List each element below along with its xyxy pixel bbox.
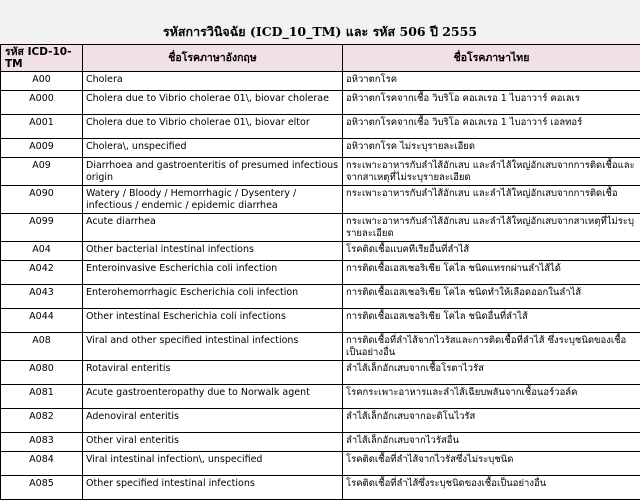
cell-english: Enterohemorrhagic Escherichia coli infection xyxy=(83,285,343,309)
table-row xyxy=(1,433,640,452)
cell-english: Watery / Bloody / Hemorrhagic / Dysentery / infectious / endemic / epidemic diarrhea xyxy=(83,186,343,214)
cell-english: Diarrhoea and gastroenteritis of presumed infectious origin xyxy=(83,158,343,186)
cell-thai: อหิวาตกโรคจากเชื้อ วิบริโอ คอเลเรอ 1 ไบอาวาร์ เอลทอร์ xyxy=(343,115,640,139)
cell-code: A085 xyxy=(1,476,83,500)
table-row xyxy=(1,333,640,361)
table-row xyxy=(1,285,640,309)
cell-code: A090 xyxy=(1,186,83,214)
cell-code: A000 xyxy=(1,91,83,115)
table-row xyxy=(1,242,640,261)
cell-code: A042 xyxy=(1,261,83,285)
table-row xyxy=(1,72,640,91)
cell-code: A082 xyxy=(1,409,83,433)
cell-thai: ลำไส้เล็กอักเสบจากเชื้อโรตาไวรัส xyxy=(343,361,640,385)
cell-thai: อหิวาตกโรคจากเชื้อ วิบริโอ คอเลเรอ 1 ไบอาวาร์ คอเลเร xyxy=(343,91,640,115)
cell-english: Acute gastroenteropathy due to Norwalk agent xyxy=(83,385,343,409)
cell-english: Other specified intestinal infections xyxy=(83,476,343,500)
cell-thai: ลำไส้เล็กอักเสบจากอะดิโนไวรัส xyxy=(343,409,640,433)
table-row xyxy=(1,139,640,158)
cell-code: A044 xyxy=(1,309,83,333)
cell-thai: กระเพาะอาหารกับลำไส้อักเสบ และลำไส้ใหญ่อักเสบจากการติดเชื้อและจากสาเหตุที่ไม่ระบุรายละเอียด xyxy=(343,158,640,186)
cell-english: Cholera\, unspecified xyxy=(83,139,343,158)
cell-thai: การติดเชื้อที่ลำไส้จากไวรัสและการติดเชื้อที่ลำไส้ ซึ่งระบุชนิดของเชื้อเป็นอย่างอื่น xyxy=(343,333,640,361)
table-row xyxy=(1,158,640,186)
cell-english: Adenoviral enteritis xyxy=(83,409,343,433)
cell-code: A09 xyxy=(1,158,83,186)
cell-thai: การติดเชื้อเอสเชอริเชีย โคไล ชนิดแทรกผ่านลำไส้ได้ xyxy=(343,261,640,285)
cell-thai: กระเพาะอาหารกับลำไส้อักเสบ และลำไส้ใหญ่อักเสบจากสาเหตุที่ไม่ระบุรายละเอียด xyxy=(343,214,640,242)
table-row xyxy=(1,91,640,115)
cell-code: A04 xyxy=(1,242,83,261)
cell-code: A043 xyxy=(1,285,83,309)
table-row xyxy=(1,261,640,285)
header-english-name: ชื่อโรคภาษาอังกฤษ xyxy=(83,45,343,72)
document-title: รหัสการวินิจฉัย (ICD_10_TM) และ รหัส 506 ปี 2555 xyxy=(0,22,640,42)
icd-table xyxy=(0,44,640,500)
cell-thai: การติดเชื้อเอสเชอริเชีย โคไล ชนิดอื่นที่ลำไส้ xyxy=(343,309,640,333)
cell-code: A083 xyxy=(1,433,83,452)
cell-english: Other bacterial intestinal infections xyxy=(83,242,343,261)
cell-thai: อหิวาตกโรค ไม่ระบุรายละเอียด xyxy=(343,139,640,158)
cell-english: Cholera due to Vibrio cholerae 01\, biovar cholerae xyxy=(83,91,343,115)
cell-thai: โรคติดเชื้อที่ลำไส้จากไวรัสซึ่งไม่ระบุชนิด xyxy=(343,452,640,476)
cell-thai: การติดเชื้อเอสเชอริเชีย โคไล ชนิดทำให้เลือดออกในลำไส้ xyxy=(343,285,640,309)
cell-code: A081 xyxy=(1,385,83,409)
header-code: รหัส ICD-10-TM xyxy=(1,45,83,72)
cell-english: Acute diarrhea xyxy=(83,214,343,242)
cell-code: A00 xyxy=(1,72,83,91)
cell-thai: โรคติดเชื้อที่ลำไส้ซึ่งระบุชนิดของเชื้อเป็นอย่างอื่น xyxy=(343,476,640,500)
cell-code: A009 xyxy=(1,139,83,158)
table-row xyxy=(1,361,640,385)
cell-english: Rotaviral enteritis xyxy=(83,361,343,385)
cell-code: A08 xyxy=(1,333,83,361)
cell-thai: โรคกระเพาะอาหารและลำไส้เฉียบพลันจากเชื้อนอร์วอล์ค xyxy=(343,385,640,409)
cell-thai: ลำไส้เล็กอักเสบจากไวรัสอื่น xyxy=(343,433,640,452)
cell-code: A084 xyxy=(1,452,83,476)
header-thai-name: ชื่อโรคภาษาไทย xyxy=(343,45,640,72)
table-row xyxy=(1,115,640,139)
cell-english: Cholera due to Vibrio cholerae 01\, biovar eltor xyxy=(83,115,343,139)
table-row xyxy=(1,214,640,242)
cell-code: A001 xyxy=(1,115,83,139)
table-row xyxy=(1,385,640,409)
table-row xyxy=(1,476,640,500)
table-row xyxy=(1,409,640,433)
cell-code: A080 xyxy=(1,361,83,385)
cell-code: A099 xyxy=(1,214,83,242)
cell-english: Viral intestinal infection\, unspecified xyxy=(83,452,343,476)
table-header-row xyxy=(1,45,640,72)
cell-english: Enteroinvasive Escherichia coli infection xyxy=(83,261,343,285)
table-row xyxy=(1,309,640,333)
cell-english: Cholera xyxy=(83,72,343,91)
cell-thai: อหิวาตกโรค xyxy=(343,72,640,91)
cell-english: Other intestinal Escherichia coli infections xyxy=(83,309,343,333)
cell-thai: โรคติดเชื้อแบคทีเรียอื่นที่ลำไส้ xyxy=(343,242,640,261)
cell-english: Other viral enteritis xyxy=(83,433,343,452)
table-row xyxy=(1,452,640,476)
table-row xyxy=(1,186,640,214)
cell-thai: กระเพาะอาหารกับลำไส้อักเสบ และลำไส้ใหญ่อักเสบจากการติดเชื้อ xyxy=(343,186,640,214)
cell-english: Viral and other specified intestinal infections xyxy=(83,333,343,361)
